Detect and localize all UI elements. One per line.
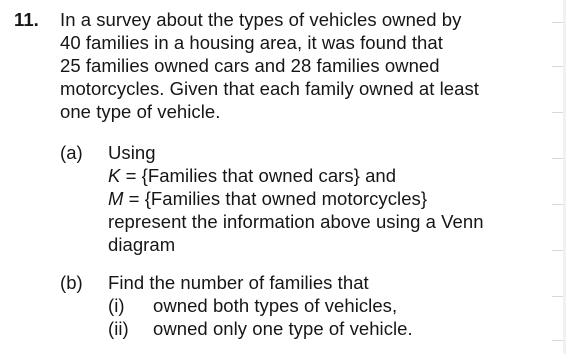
- part-a-instruction-line-2: diagram: [108, 234, 176, 255]
- question-number: 11.: [14, 9, 39, 30]
- set-k-definition: [108, 165, 396, 187]
- part-b-i-text: owned both types of vehicles,: [153, 295, 398, 316]
- question-stem-line-3: 25 families owned cars and 28 families owned: [60, 55, 440, 76]
- question-stem-line-4: motorcycles. Given that each family owned at least: [60, 78, 479, 99]
- question-stem-line-5: one type of vehicle.: [60, 101, 221, 122]
- part-b-ii-text: owned only one type of vehicle.: [153, 318, 413, 339]
- part-a-label: (a): [60, 142, 83, 163]
- question-stem-line-2: 40 families in a housing area, it was found that: [60, 32, 443, 53]
- set-m-symbol: M: [108, 188, 124, 209]
- part-a-instruction-line-1: represent the information above using a Venn: [108, 211, 484, 232]
- set-m-text: = {Families that owned motorcycles}: [123, 188, 428, 209]
- set-k-symbol: K: [108, 165, 121, 186]
- set-m-definition: [108, 188, 427, 210]
- part-b-label: (b): [60, 272, 83, 293]
- set-k-text: = {Families that owned cars} and: [120, 165, 397, 186]
- part-b-i-label: (i): [108, 295, 125, 316]
- question-stem-line-1: In a survey about the types of vehicles owned by: [60, 9, 462, 30]
- part-b-ii-label: (ii): [108, 318, 129, 339]
- part-b-intro: Find the number of families that: [108, 272, 369, 293]
- part-a-intro: Using: [108, 142, 156, 163]
